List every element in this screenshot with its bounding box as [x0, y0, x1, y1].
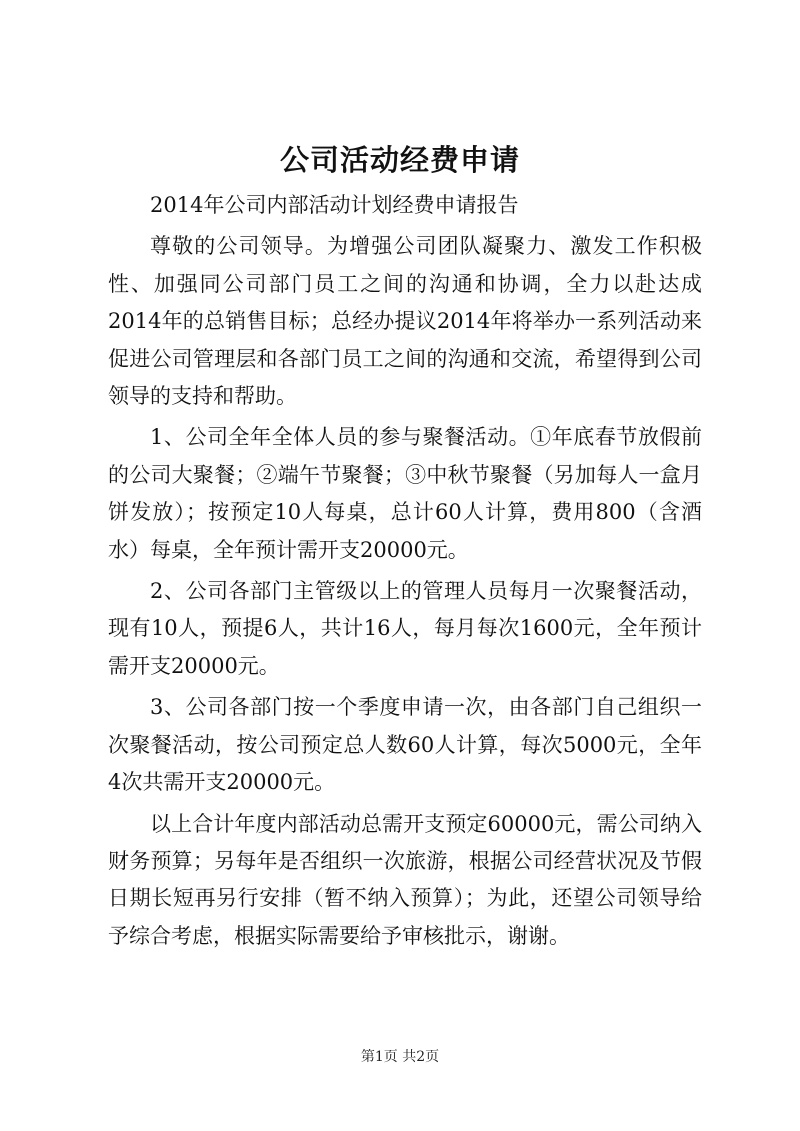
paragraph-item-2: 2、公司各部门主管级以上的管理人员每月一次聚餐活动，现有10人，预提6人，共计16人，每月每次1600元，全年预计需开支20000元。: [108, 579, 702, 678]
paragraph-intro: 尊敬的公司领导。为增强公司团队凝聚力、激发工作积极性、加强同公司部门员工之间的沟通和协调，全力以赴达成2014年的总销售目标；总经办提议2014年将举办一系列活动来促进公司管理层和各部门员工之间的沟通和交流，希望得到公司领导的支持和帮助。: [108, 234, 702, 409]
document-title: 公司活动经费申请: [279, 143, 520, 177]
paragraph-item-1: 1、公司全年全体人员的参与聚餐活动。①年底春节放假前的公司大聚餐；②端午节聚餐；③中秋节聚餐（另加每人一盒月饼发放）；按预定10人每桌，总计60人计算，费用800（含酒水）每桌，全年预计需开支20000元。: [108, 425, 702, 562]
report-subtitle: 2014年公司内部活动计划经费申请报告: [150, 193, 519, 217]
document-body: [108, 187, 702, 955]
page-footer: 第1页 共2页: [360, 1049, 440, 1065]
paragraph-item-3: 3、公司各部门按一个季度申请一次，由各部门自己组织一次聚餐活动，按公司预定总人数60人计算，每次5000元，全年4次共需开支20000元。: [108, 695, 702, 795]
paragraph-summary: 以上合计年度内部活动总需开支预定60000元，需公司纳入财务预算；另每年是否组织一次旅游，根据公司经营状况及节假日期长短再另行安排（暂不纳入预算）；为此，还望公司领导给予综合考虑，根据实际需要给予审核批示，谢谢。: [108, 811, 702, 948]
